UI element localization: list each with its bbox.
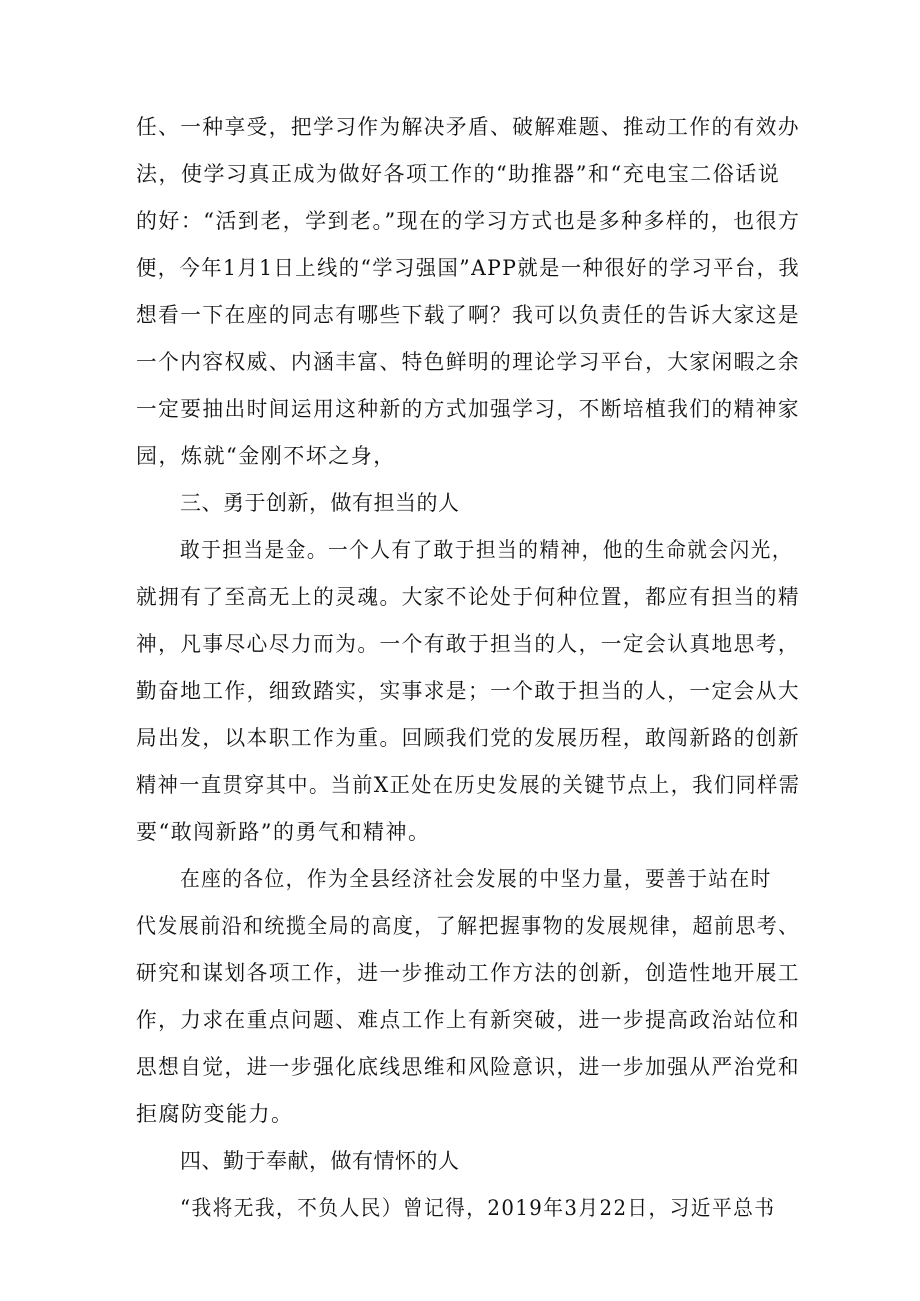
paragraph-1-line-1: 任、一种享受，把学习作为解决矛盾、破解难题、推动工作的有效办: [136, 115, 800, 139]
paragraph-1-line-8: 园，炼就“金刚不坏之身，: [136, 444, 396, 468]
paragraph-2-line-4: 勤奋地工作，细致踏实，实事求是；一个敢于担当的人，一定会从大: [136, 679, 800, 703]
section-heading-3: 三、勇于创新，做有担当的人: [180, 491, 460, 515]
paragraph-2-line-3: 神，凡事尽心尽力而为。一个有敢于担当的人，一定会认真地思考，: [136, 632, 800, 656]
paragraph-2-line-7: 要“敢闯新路”的勇气和精神。: [136, 820, 431, 844]
paragraph-3-line-5: 思想自觉，进一步强化底线思维和风险意识，进一步加强从严治党和: [136, 1055, 800, 1079]
paragraph-1-line-5: 想看一下在座的同志有哪些下载了啊？我可以负责任的告诉大家这是: [136, 303, 800, 327]
paragraph-3-line-2: 代发展前沿和统揽全局的高度，了解把握事物的发展规律，超前思考、: [136, 914, 800, 938]
paragraph-3-line-1: 在座的各位，作为全县经济社会发展的中坚力量，要善于站在时: [180, 867, 772, 891]
section-heading-4: 四、勤于奉献，做有情怀的人: [180, 1149, 460, 1173]
paragraph-1-line-4: 便，今年1月1日上线的“学习强国”APP就是一种很好的学习平台，我: [136, 256, 801, 280]
paragraph-1-line-3: 的好：“活到老，学到老。”现在的学习方式也是多种多样的，也很方: [136, 209, 801, 233]
paragraph-1-line-2: 法，使学习真正成为做好各项工作的“助推器”和“充电宝二俗话说: [136, 162, 781, 186]
paragraph-3-line-3: 研究和谋划各项工作，进一步推动工作方法的创新，创造性地开展工: [136, 961, 800, 985]
paragraph-2-line-2: 就拥有了至高无上的灵魂。大家不论处于何种位置，都应有担当的精: [136, 585, 800, 609]
paragraph-2-line-1: 敢于担当是金。一个人有了敢于担当的精神，他的生命就会闪光，: [180, 538, 793, 562]
paragraph-3-line-4: 作，力求在重点问题、难点工作上有新突破，进一步提高政治站位和: [136, 1008, 800, 1032]
paragraph-3-line-6: 拒腐防变能力。: [136, 1102, 294, 1126]
paragraph-1-line-7: 一定要抽出时间运用这种新的方式加强学习，不断培植我们的精神家: [136, 397, 800, 421]
paragraph-1-line-6: 一个内容权威、内涵丰富、特色鲜明的理论学习平台，大家闲暇之余: [136, 350, 800, 374]
paragraph-2-line-6: 精神一直贯穿其中。当前X正处在历史发展的关键节点上，我们同样需: [136, 773, 801, 797]
paragraph-4-line-1: “我将无我，不负人民）曾记得，2019年3月22日，习近平总书: [180, 1196, 776, 1220]
paragraph-2-line-5: 局出发，以本职工作为重。回顾我们党的发展历程，敢闯新路的创新: [136, 726, 800, 750]
